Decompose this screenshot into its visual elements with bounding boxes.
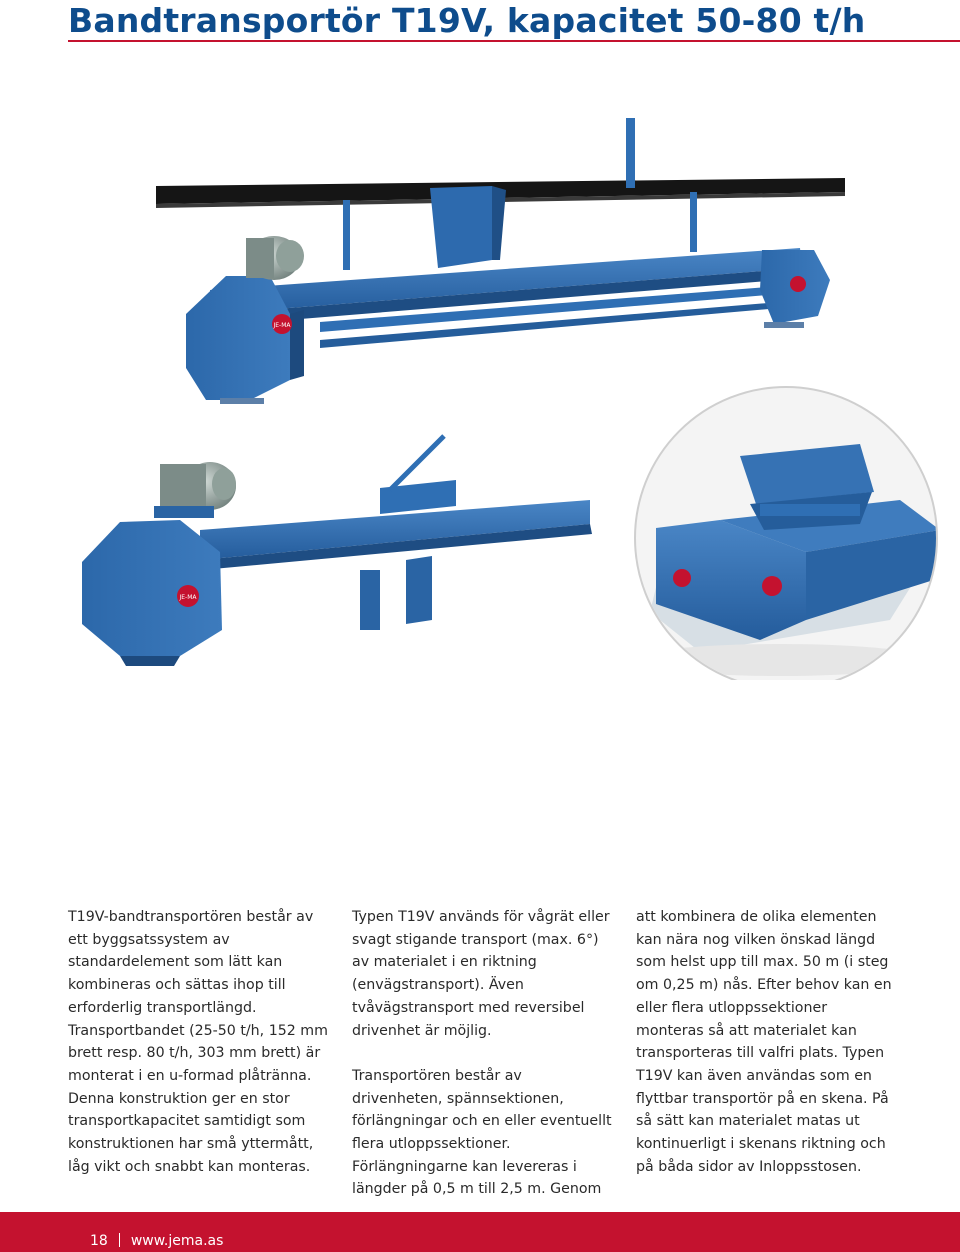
website-link[interactable]: www.jema.as <box>130 1233 224 1249</box>
brand-logo-icon <box>762 576 782 596</box>
body-text-columns <box>68 906 898 1198</box>
text-column-1 <box>68 906 328 1178</box>
brand-logo-icon <box>790 276 806 292</box>
top-conveyor <box>156 118 845 404</box>
conveyor-illustration <box>60 100 960 680</box>
paragraph: T19V-bandtransportören består av ett byggsatssystem av standardelement som lätt kan kombineras och sättas ihop till erforderlig transportlängd. Transportbandet (25-50 t/h, 152 mm brett resp. 80 t/h, 303 mm brett) är monterat i en u-formad plåtränna. Denna konstruktion ger en stor transportkapacitet samtidigt som konstruktionen har små yttermått, låg vikt och snabbt kan monteras. <box>68 909 328 1175</box>
footer-separator <box>119 1233 120 1247</box>
product-photos <box>60 100 960 680</box>
text-column-2 <box>352 906 612 1201</box>
page-number: 18 <box>90 1233 108 1249</box>
footer-text <box>90 1230 223 1252</box>
logo-label: JE-MA <box>179 594 197 601</box>
page-title: Bandtransportör T19V, kapacitet 50-80 t/h <box>68 1 866 40</box>
bottom-conveyor <box>82 436 592 666</box>
text-column-3 <box>636 906 896 1178</box>
logo-label: JE-MA <box>273 322 291 329</box>
detail-circle <box>630 387 940 680</box>
paragraph: Transportören består av drivenheten, spännsektionen, förlängningar och en eller eventuellt flera utloppssektioner. Förlängningarne kan levereras i längder på 0,5 m till 2,5 m. Genom <box>352 1067 612 1198</box>
paragraph: Typen T19V används för vågrät eller svagt stigande transport (max. 6°) av materialet i en riktning (envägstransport). Även tvåvägstransport med reversibel drivenhet är möjlig. <box>352 909 610 1039</box>
paragraph: att kombinera de olika elementen kan nära nog vilken önskad längd som helst upp till max. 50 m (i steg om 0,25 m) nås. Efter behov kan en eller flera utloppssektioner monteras så att materialet kan transporteras till valfri plats. Typen T19V kan även användas som en flyttbar transportör på en skena. På så sätt kan materialet matas ut kontinuerligt i skenans riktning och på båda sidor av Inloppsstosen. <box>636 909 892 1175</box>
brand-logo-icon <box>673 569 691 587</box>
title-rule <box>68 40 960 42</box>
